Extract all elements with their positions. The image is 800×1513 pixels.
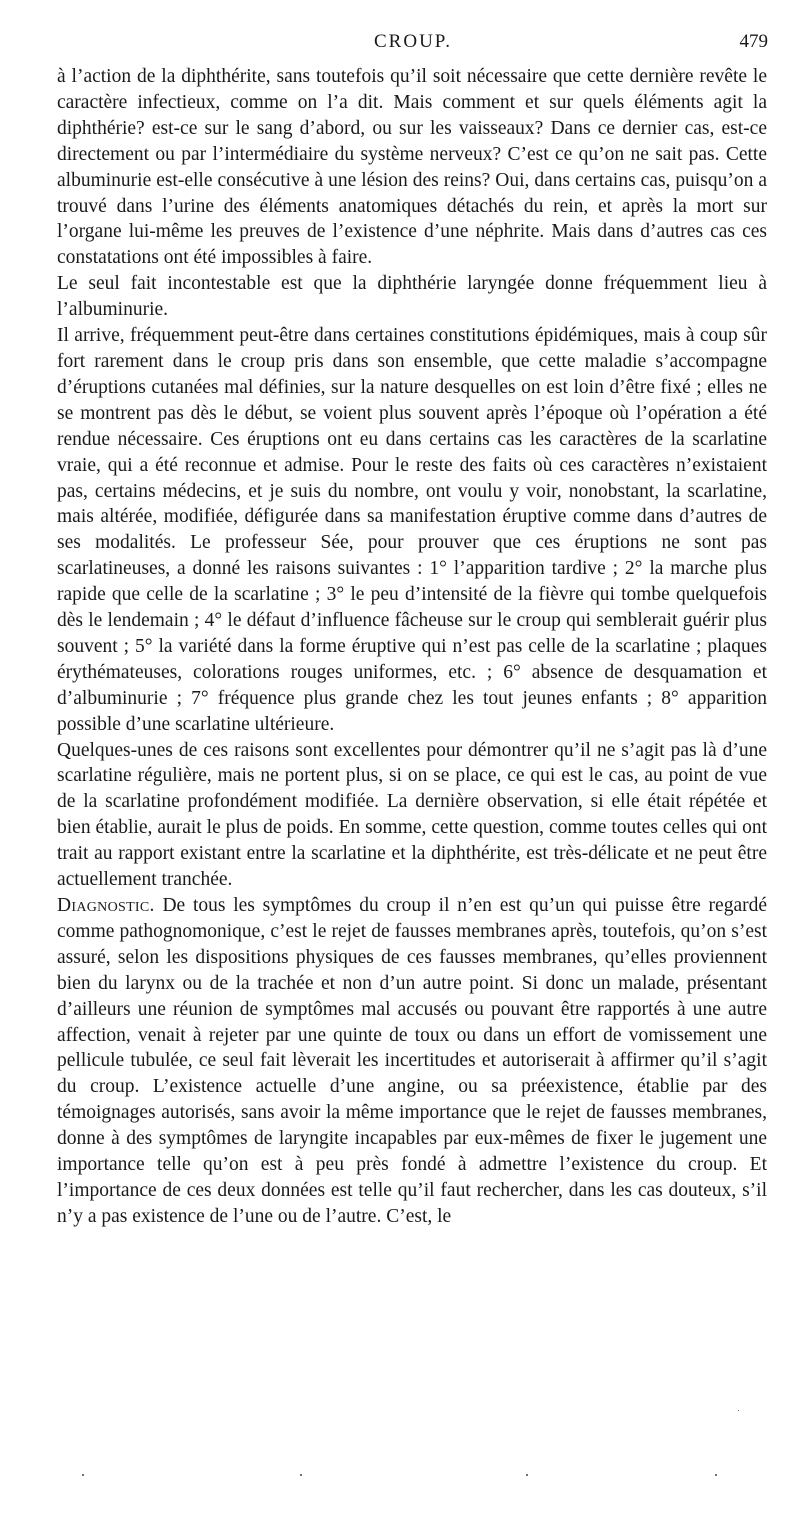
page-number: 479: [739, 31, 768, 52]
body-text: [57, 64, 767, 1230]
paragraph-reasons: Quelques-unes de ces raisons sont excellentes pour démontrer qu’il ne s’agit pas là d’une scarlatine régulière, mais ne portent plus, si on se place, ce qui est le cas, au point de vue de la scarlatine profondément modifiée. La dernière observation, si elle était répétée et bien établie, aurait le plus de poids. En somme, cette question, comme toutes celles qui ont trait au rapport existant entre la scarlatine et la diphthérite, est très-délicate et ne peut être actuellement tranchée.: [57, 739, 767, 891]
paragraph-albuminuria: Le seul fait incontestable est que la diphthérie laryngée donne fréquemment lieu à l’albuminurie.: [57, 273, 767, 321]
paragraph-eruptions: Il arrive, fréquemment peut-être dans certaines constitutions épidémiques, mais à coup sûr fort rarement dans le croup pris dans son ensemble, que cette maladie s’accompagne d’éruptions cutanées mal définies, sur la nature desquelles on est loin d’être fixé ; elles ne se montrent pas dès le début, se voient plus souvent après l’époque où l’opération a été rendue nécessaire. Ces éruptions ont eu dans certains cas les caractères de la scarlatine vraie, qui a été reconnue et admise. Pour le reste des faits où ces caractères n’existaient pas, certains médecins, et je suis du nombre, ont voulu y voir, nonobstant, la scarlatine, mais altérée, modifiée, défigurée dans sa manifestation éruptive comme dans d’autres de ses modalités. Le professeur Sée, pour prouver que ces éruptions ne sont pas scarlatineuses, a donné les raisons suivantes : 1° l’apparition tardive ; 2° la marche plus rapide que celle de la scarlatine ; 3° le peu d’intensité de la fièvre qui tombe quelquefois dès le lendemain ; 4° le défaut d’influence fâcheuse sur le croup qui semblerait guérir plus souvent ; 5° la variété dans la forme éruptive qui n’est pas celle de la scarlatine ; plaques érythémateuses, colorations rouges uniformes, etc. ; 6° absence de desquamation et d’albuminurie ; 7° fréquence plus grande chez les tout jeunes enfants ; 8° apparition possible d’une scarlatine ultérieure.: [57, 325, 767, 735]
diagnostic-text: De tous les symptômes du croup il n’en est qu’un qui puisse être regardé comme pathognomonique, c’est le rejet de fausses membranes après, toutefois, qu’on s’est assuré, selon les dispositions physiques de ces fausses membranes, qu’elles proviennent bien du larynx ou de la trachée et non d’un autre point. Si donc un malade, présentant d’ailleurs une réunion de symptômes mal accusés ou pouvant être rapportés à une autre affection, venait à rejeter par une quinte de toux ou dans un effort de vomissement une pellicule tubulée, ce seul fait lèverait les incertitudes et autoriserait à affirmer qu’il s’agit du croup. L’existence actuelle d’une angine, ou sa préexistence, établie par des témoignages autorisés, sans avoir la même importance que le rejet de fausses membranes, donne à des symptômes de laryngite incapables par eux-mêmes de fixer le jugement une importance telle qu’on est à peu près fondé à admettre l’existence du croup. Et l’importance de ces deux données est telle qu’il faut rechercher, dans les cas douteux, s’il n’y a pas existence de l’une ou de l’autre. C’est, le: [57, 895, 767, 1227]
diagnostic-heading: Diagnostic.: [57, 895, 155, 916]
page-header: [58, 31, 768, 57]
paragraph-diagnostic: [57, 893, 767, 1230]
running-head: CROUP.: [374, 31, 452, 52]
scan-speck: [738, 1410, 739, 1411]
scan-speck: [715, 1474, 717, 1476]
scan-speck: [526, 1474, 528, 1476]
scan-speck: [82, 1474, 84, 1476]
scan-speck: [300, 1474, 302, 1476]
paragraph-continuation: à l’action de la diphthérite, sans toutefois qu’il soit nécessaire que cette dernière revête le caractère infectieux, comme on l’a dit. Mais comment et sur quels éléments agit la diphthérie? est-ce sur le sang d’abord, ou sur les vaisseaux? Dans ce dernier cas, est-ce directement ou par l’intermédiaire du système nerveux? C’est ce qu’on ne sait pas. Cette albuminurie est-elle consécutive à une lésion des reins? Oui, dans certains cas, puisqu’on a trouvé dans l’urine des éléments anatomiques détachés du rein, et après la mort sur l’organe lui-même les preuves de l’existence d’une néphrite. Mais dans d’autres cas ces constatations ont été impossibles à faire.: [57, 66, 767, 269]
